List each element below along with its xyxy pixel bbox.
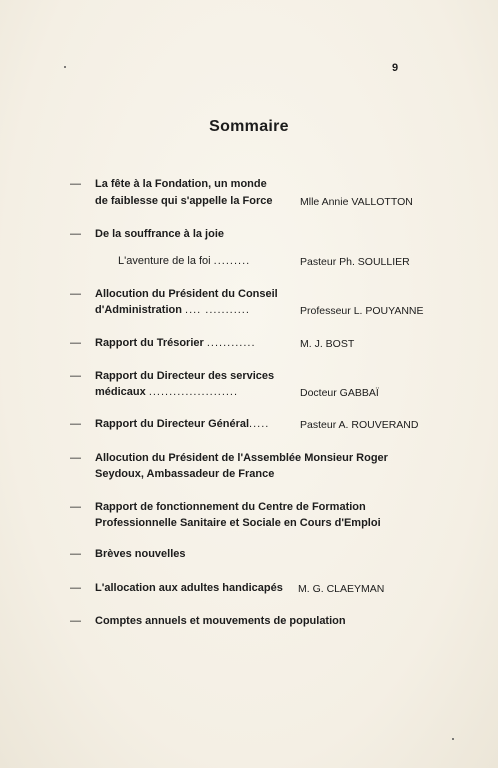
toc-entry-9 (0, 546, 498, 563)
entry-title-line1: Allocution du Président du Conseil (95, 288, 278, 300)
entry-title-line1: Rapport du Trésorier ............ (95, 337, 256, 349)
entry-title-line2: Seydoux, Ambassadeur de France (95, 468, 275, 480)
entry-title-line2: de faiblesse qui s'appelle la Force (95, 195, 273, 207)
toc-entry-5 (0, 368, 498, 402)
entry-author: M. J. BOST (300, 338, 355, 350)
toc-entry-2 (0, 226, 498, 270)
toc-entry-4 (0, 335, 498, 352)
entry-title-line1: Comptes annuels et mouvements de population (95, 615, 346, 627)
entry-dash: — (70, 548, 81, 560)
entry-author: Docteur GABBAÏ (300, 387, 379, 399)
toc-entry-6 (0, 416, 498, 433)
entry-dash: — (70, 418, 81, 430)
entry-dash: — (70, 178, 81, 190)
entry-dash: — (70, 288, 81, 300)
entry-dash: — (70, 615, 81, 627)
entry-author: M. G. CLAEYMAN (298, 583, 385, 595)
entry-title-line1: La fête à la Fondation, un monde (95, 178, 267, 190)
toc-entry-1 (0, 176, 498, 210)
entry-title-line1: Rapport du Directeur des services (95, 370, 275, 382)
toc-entry-11 (0, 613, 498, 630)
entry-title-line1: Rapport du Directeur Général..... (95, 418, 270, 430)
entry-title-line1: L'allocation aux adultes handicapés (95, 582, 283, 594)
entry-dash: — (70, 501, 81, 513)
toc-entry-7 (0, 450, 498, 484)
entry-title-line1: De la souffrance à la joie (95, 228, 224, 240)
toc-entry-8 (0, 499, 498, 533)
paper-speck (64, 66, 66, 68)
entry-author: Pasteur A. ROUVERAND (300, 419, 419, 431)
entry-author: Pasteur Ph. SOULLIER (300, 256, 410, 268)
entry-title-line2: médicaux ...................... (95, 386, 239, 398)
toc-entry-3 (0, 286, 498, 320)
entry-title-line1: Allocution du Président de l'Assemblée Monsieur Roger (95, 452, 388, 464)
entry-title-line2: Professionnelle Sanitaire et Sociale en Cours d'Emploi (95, 517, 381, 529)
entry-author: Professeur L. POUYANNE (300, 305, 424, 317)
entry-dash: — (70, 582, 81, 594)
entry-title-line2: d'Administration .... ........... (95, 304, 250, 316)
entry-dash: — (70, 228, 81, 240)
entry-title-line1: Rapport de fonctionnement du Centre de Formation (95, 501, 366, 513)
entry-dash: — (70, 452, 81, 464)
entry-dash: — (70, 370, 81, 382)
paper-speck (452, 738, 454, 740)
entry-author: Mlle Annie VALLOTTON (300, 196, 413, 208)
entry-dash: — (70, 337, 81, 349)
entry-subtitle: L'aventure de la foi ......... (118, 255, 251, 267)
page-title: Sommaire (209, 118, 289, 135)
page-number: 9 (392, 62, 399, 74)
entry-title-line1: Brèves nouvelles (95, 548, 186, 560)
toc-entry-10 (0, 580, 498, 597)
